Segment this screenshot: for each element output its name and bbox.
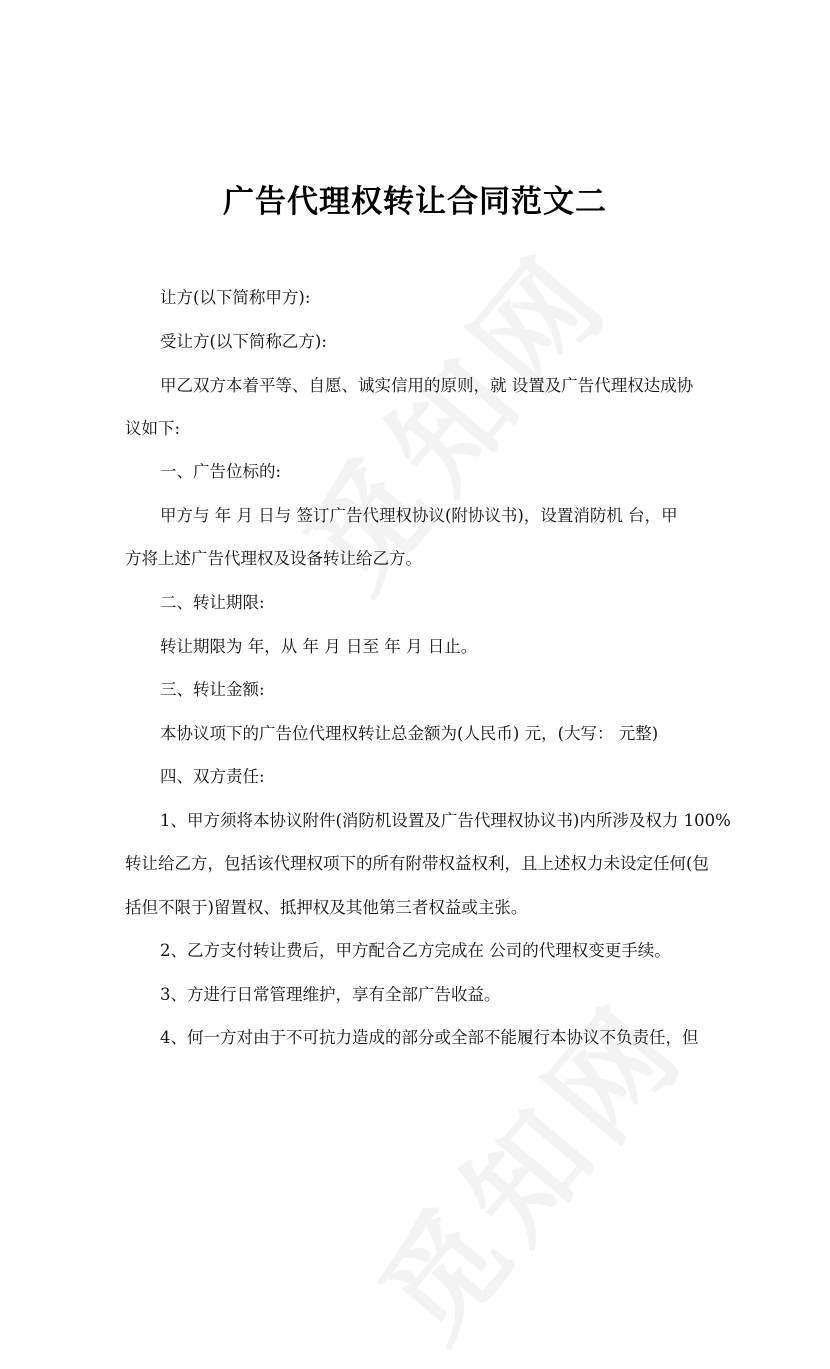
section-heading: 一、广告位标的: [160, 462, 282, 481]
watermark-text [335, 961, 716, 1369]
party-b-line: 受让方(以下简称乙方): [160, 332, 327, 351]
paragraph-line: 1、甲方须将本协议附件(消防机设置及广告代理权协议书)内所涉及权力 100% [160, 811, 731, 830]
section-heading: 三、转让金额: [160, 680, 265, 699]
paragraph-line: 3、方进行日常管理维护，享有全部广告收益。 [160, 985, 501, 1004]
paragraph-line: 本协议项下的广告位代理权转让总金额为(人民币) 元，(大写： 元整) [160, 724, 659, 743]
paragraph-line: 甲乙双方本着平等、自愿、诚实信用的原则，就 设置及广告代理权达成协 [160, 376, 694, 395]
party-a-line: 让方(以下简称甲方): [160, 288, 311, 307]
section-heading: 二、转让期限: [160, 593, 265, 612]
paragraph-line: 转让期限为 年，从 年 月 日至 年 月 日止。 [160, 637, 478, 656]
paragraph-line: 4、何一方对由于不可抗力造成的部分或全部不能履行本协议不负责任，但 [160, 1028, 699, 1047]
paragraph-line: 转让给乙方，包括该代理权项下的所有附带权益权利，且上述权力未设定任何(包 [125, 854, 709, 873]
paragraph-line: 甲方与 年 月 日与 签订广告代理权协议(附协议书)，设置消防机 台，甲 [160, 506, 678, 525]
paragraph-line: 方将上述广告代理权及设备转让给乙方。 [125, 549, 422, 568]
document-title: 广告代理权转让合同范文二 [223, 184, 607, 220]
paragraph-line: 2、乙方支付转让费后，甲方配合乙方完成在 公司的代理权变更手续。 [160, 941, 671, 960]
paragraph-line: 议如下: [125, 419, 181, 438]
section-heading: 四、双方责任: [160, 767, 265, 786]
paragraph-line: 括但不限于)留置权、抵押权及其他第三者权益或主张。 [125, 898, 528, 917]
